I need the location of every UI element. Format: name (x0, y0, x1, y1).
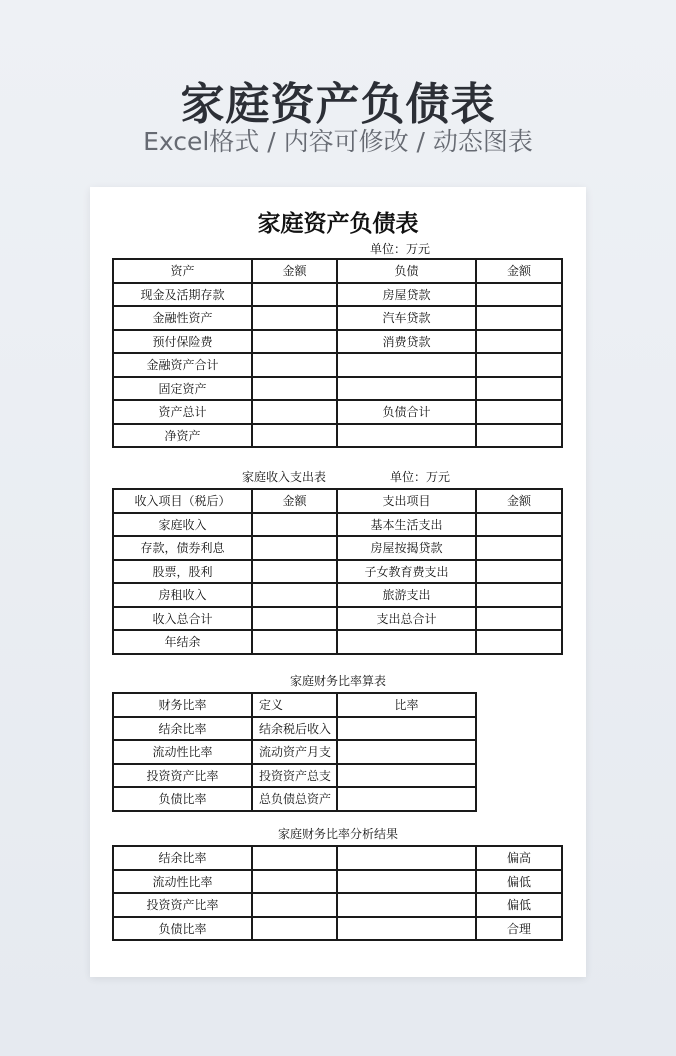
table-cell[interactable] (252, 330, 337, 354)
table-cell[interactable] (252, 400, 337, 424)
table-cell[interactable] (476, 377, 562, 401)
table-cell[interactable]: 结余比率 (113, 846, 252, 870)
table-cell[interactable]: 偏高 (476, 846, 562, 870)
table-row (113, 536, 562, 560)
table-row (113, 740, 562, 764)
table-cell[interactable]: 金额 (476, 489, 562, 513)
table-cell[interactable] (252, 377, 337, 401)
table-cell[interactable] (337, 717, 476, 741)
table-row (113, 424, 562, 448)
page-subtitle: Excel格式 / 内容可修改 / 动态图表 (143, 127, 533, 156)
table-cell[interactable] (252, 536, 337, 560)
table-cell[interactable] (337, 764, 476, 788)
table-cell[interactable] (476, 283, 562, 307)
table-row (113, 330, 562, 354)
table-cell[interactable]: 金融资产合计 (113, 353, 252, 377)
table-row (113, 353, 562, 377)
table-cell[interactable]: 金额 (476, 259, 562, 283)
table-cell[interactable] (252, 846, 337, 870)
table-cell[interactable]: 负债合计 (337, 400, 476, 424)
ratio-table-title: 家庭财务比率算表 (289, 674, 386, 688)
table-cell[interactable] (337, 917, 476, 941)
table-cell[interactable] (252, 283, 337, 307)
table-cell[interactable] (476, 560, 562, 584)
table-cell[interactable] (476, 630, 562, 654)
table-cell[interactable]: 投资资产总支 (252, 764, 337, 788)
empty-space (476, 717, 562, 741)
table-cell[interactable] (252, 607, 337, 631)
table-cell[interactable] (252, 630, 337, 654)
table-cell[interactable]: 净资产 (113, 424, 252, 448)
table-cell[interactable] (476, 536, 562, 560)
table-cell[interactable]: 比率 (337, 693, 476, 717)
table-cell[interactable]: 资产总计 (113, 400, 252, 424)
empty-space (476, 693, 562, 717)
table-row (113, 377, 562, 401)
table-cell[interactable] (252, 893, 337, 917)
table-cell[interactable] (252, 306, 337, 330)
table-cell[interactable]: 流动资产月支 (252, 740, 337, 764)
table-cell[interactable] (337, 893, 476, 917)
table-cell[interactable] (337, 740, 476, 764)
table-cell[interactable]: 消费贷款 (337, 330, 476, 354)
income-unit-label: 单位：万元 (390, 470, 451, 484)
table-cell[interactable]: 财务比率 (113, 693, 252, 717)
table-cell[interactable] (476, 607, 562, 631)
analysis-table-title: 家庭财务比率分析结果 (277, 827, 398, 841)
table-row (113, 787, 562, 811)
table-row (113, 513, 562, 537)
table-row (113, 306, 562, 330)
table-cell[interactable]: 子女教育费支出 (337, 560, 476, 584)
balance-sheet-table (112, 258, 563, 448)
table-row (113, 870, 562, 894)
table-cell[interactable] (337, 377, 476, 401)
table-cell[interactable]: 投资资产比率 (113, 764, 252, 788)
table-cell[interactable]: 预付保险费 (113, 330, 252, 354)
table-cell[interactable]: 基本生活支出 (337, 513, 476, 537)
table-cell[interactable]: 资产 (113, 259, 252, 283)
table-cell[interactable]: 定义 (252, 693, 337, 717)
table-cell[interactable]: 金额 (252, 259, 337, 283)
table-cell[interactable] (337, 870, 476, 894)
table-cell[interactable] (252, 560, 337, 584)
table-cell[interactable]: 旅游支出 (337, 583, 476, 607)
table-cell[interactable] (476, 353, 562, 377)
table-cell[interactable] (252, 424, 337, 448)
table-row (113, 607, 562, 631)
table-row (113, 917, 562, 941)
table-cell[interactable]: 总负债总资产 (252, 787, 337, 811)
table-cell[interactable] (252, 917, 337, 941)
table-cell[interactable]: 汽车贷款 (337, 306, 476, 330)
table-cell[interactable] (476, 400, 562, 424)
table-cell[interactable]: 偏低 (476, 870, 562, 894)
table-cell[interactable] (337, 846, 476, 870)
table-cell[interactable]: 负债比率 (113, 917, 252, 941)
page-title: 家庭资产负债表 (180, 79, 496, 130)
table-cell[interactable] (252, 870, 337, 894)
table-row (113, 560, 562, 584)
table-cell[interactable]: 房屋贷款 (337, 283, 476, 307)
table-cell[interactable]: 房屋按揭贷款 (337, 536, 476, 560)
table-row (113, 400, 562, 424)
table-cell[interactable]: 合理 (476, 917, 562, 941)
table-cell[interactable] (252, 513, 337, 537)
table-cell[interactable]: 结余税后收入 (252, 717, 337, 741)
spreadsheet-preview (90, 187, 586, 977)
table-cell[interactable]: 收入项目（税后） (113, 489, 252, 513)
header-row (113, 259, 562, 283)
table-row (113, 630, 562, 654)
table-row (113, 893, 562, 917)
table-cell[interactable]: 支出项目 (337, 489, 476, 513)
table-row (113, 283, 562, 307)
table-cell[interactable]: 房租收入 (113, 583, 252, 607)
table-cell[interactable] (476, 306, 562, 330)
table-cell[interactable] (476, 330, 562, 354)
unit-label: 单位：万元 (370, 242, 431, 256)
ratio-table (112, 692, 563, 812)
table-row (113, 717, 562, 741)
table-cell[interactable] (476, 583, 562, 607)
table-cell[interactable] (252, 583, 337, 607)
table-row (113, 764, 562, 788)
table-cell[interactable]: 负债 (337, 259, 476, 283)
table-cell[interactable]: 流动性比率 (113, 870, 252, 894)
income-table-title: 家庭收入支出表 (242, 470, 327, 484)
table-cell[interactable]: 结余比率 (113, 717, 252, 741)
header-row (113, 489, 562, 513)
income-expense-table (112, 488, 563, 655)
table-cell[interactable]: 流动性比率 (113, 740, 252, 764)
empty-space (476, 787, 562, 811)
table-cell[interactable]: 负债比率 (113, 787, 252, 811)
table-row (113, 583, 562, 607)
table-cell[interactable]: 支出总合计 (337, 607, 476, 631)
empty-space (476, 764, 562, 788)
table-cell[interactable] (337, 424, 476, 448)
table-row (113, 846, 562, 870)
table-cell[interactable]: 金融性资产 (113, 306, 252, 330)
table-cell[interactable]: 固定资产 (113, 377, 252, 401)
sheet-title: 家庭资产负债表 (257, 211, 419, 237)
table-cell[interactable]: 股票，股利 (113, 560, 252, 584)
table-cell[interactable]: 存款，债券利息 (113, 536, 252, 560)
table-cell[interactable]: 年结余 (113, 630, 252, 654)
table-cell[interactable] (337, 630, 476, 654)
table-cell[interactable] (476, 513, 562, 537)
table-cell[interactable]: 收入总合计 (113, 607, 252, 631)
table-cell[interactable] (337, 353, 476, 377)
table-cell[interactable] (252, 353, 337, 377)
table-cell[interactable]: 金额 (252, 489, 337, 513)
header-row (113, 693, 562, 717)
empty-space (476, 740, 562, 764)
table-cell[interactable]: 家庭收入 (113, 513, 252, 537)
table-cell[interactable]: 偏低 (476, 893, 562, 917)
table-cell[interactable] (337, 787, 476, 811)
table-cell[interactable]: 投资资产比率 (113, 893, 252, 917)
analysis-table (112, 845, 563, 941)
table-cell[interactable]: 现金及活期存款 (113, 283, 252, 307)
table-cell[interactable] (476, 424, 562, 448)
